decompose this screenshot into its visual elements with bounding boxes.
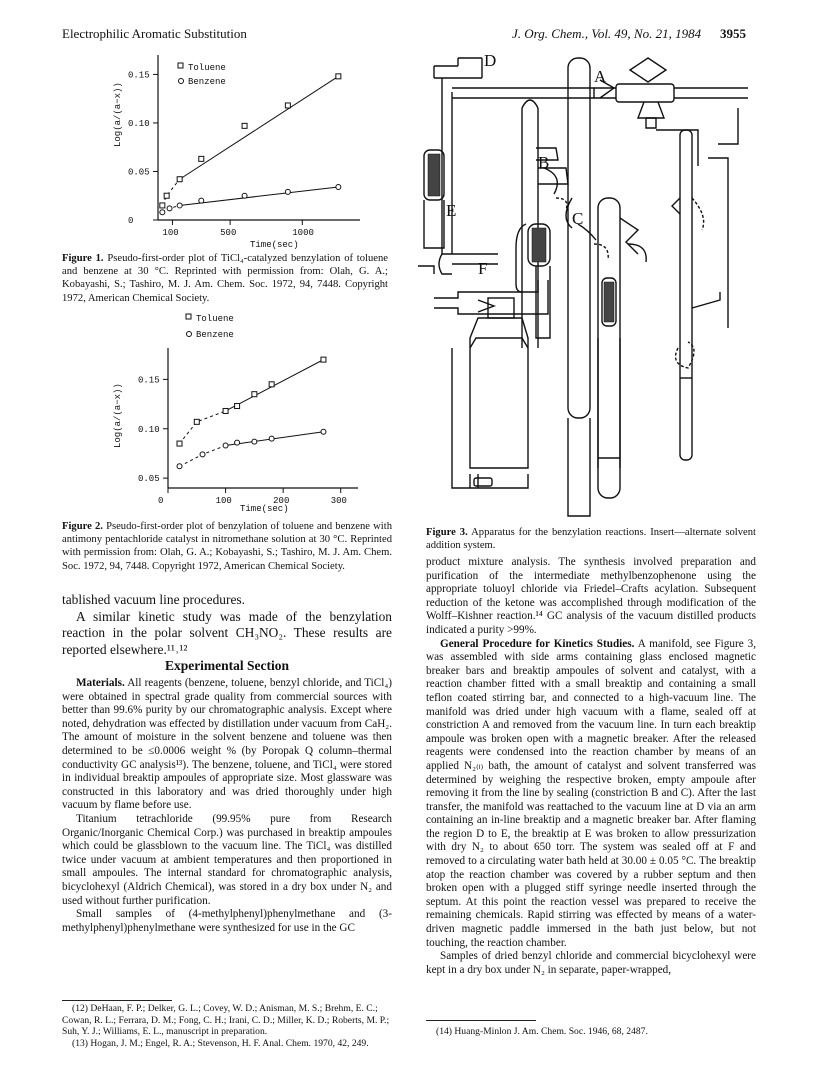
left-experimental (62, 677, 392, 935)
y-tick-label: 0.15 (128, 70, 150, 81)
fig1-legend-square-icon (178, 63, 183, 68)
general-procedure-heading: General Procedure for Kinetics Studies. (440, 637, 635, 650)
x-tick-label: 200 (273, 496, 290, 506)
fig3-bottle-neck (488, 298, 514, 318)
benzene-point (177, 464, 182, 469)
fig2-ylabel: Log(a/(a−x)) (113, 383, 123, 448)
benzene-point (167, 206, 172, 211)
fig3-label-d: D (484, 51, 497, 70)
toluene-point (199, 156, 204, 161)
x-tick-label: 100 (162, 228, 179, 238)
benzene-point (321, 429, 326, 434)
fig3-label-b: B (538, 153, 550, 172)
figure2-chart (100, 310, 400, 515)
figure3-label: Figure 3. (426, 527, 468, 538)
fig2-legend-square-icon (186, 314, 191, 319)
toluene-point (285, 103, 290, 108)
footnote-14: (14) Huang-Minlon J. Am. Chem. Soc. 1946, 68, 2487. (436, 1026, 648, 1037)
toluene-point (321, 357, 326, 362)
figure1-caption-text: Pseudo-first-order plot of TiCl₄-catalyzed benzylation of toluene and benzene at 30 °C. Reprinted with permission from: Olah, G. A.; Kobayashi, S.; Tashiro, M. J. Am. Chem. Soc. 1972, 94, 7448. Copyright 1972, American Chemical Society. (62, 253, 388, 304)
benzene-point (235, 440, 240, 445)
right-column-text (426, 556, 756, 977)
fig3-insert-breaktip (692, 198, 704, 230)
left-intro (62, 592, 392, 658)
x-tick-label: 100 (215, 496, 232, 506)
figure1-label: Figure 1. (62, 253, 104, 264)
toluene-point (269, 382, 274, 387)
benzene-point (336, 185, 341, 190)
benzene-point (160, 210, 165, 215)
general-procedure-body: A manifold, see Figure 3, was assembled with side arms containing glass enclosed magnetic breaker bars and breaktip ampoules of solvent and catalyst, with a reaction chamber fitted with a small breaktip and containing a small teflon coated stirring bar, and connected to a high-vacuum line. The manifold was dried under high vacuum with a flame, sealed off at constriction A and removed from the vacuum line. In turn each breaktip ampoule was broken open with a magnetic breaker. After the released reagents were condensed into the reaction chamber by means of an applied N₂₍ₗ₎ bath, the amount of catalyst and solvent transferred was determined by weighing the respective broken, empty ampoule after removing it from the line by sealing (constriction B and C). After the last transfer, the manifold was reattached to the vacuum line at D via an arm containing an in-line breaktip and a magnetic breaker bar. After flaming the region D to E, the breaktip at E was broken to allow pressurization with dry N₂ to about 650 torr. The system was sealed off at F and removed to a circulating water bath held at 30.00 ± 0.05 °C. The breaktip atop the reaction chamber was covered by a rubber septum and then broken open with a plugged stiff syringe needle inserted through the septum. At this point the reaction vessel was prepared to receive the remaining chemicals. Rapid stirring was effected by means of a water-driven magnetic paddle immersed in the bath just below, but not touching, the reaction chamber. (426, 637, 756, 949)
fig1-legend-circle-icon (179, 79, 184, 84)
fig3-tall-tube (568, 58, 590, 418)
y-tick-label: 0.05 (138, 474, 160, 485)
fig3-top-manifold (452, 88, 594, 98)
benzene-point (223, 443, 228, 448)
fig3-stopcock-key (630, 58, 666, 82)
fig2-legend-toluene: Toluene (196, 314, 234, 324)
fig3-label-c: C (572, 209, 584, 228)
footnote-rule-left (62, 1000, 172, 1001)
toluene-point (164, 193, 169, 198)
benzene-point (269, 436, 274, 441)
fig3-constriction-f (478, 300, 494, 312)
x-tick-label: 0 (158, 496, 164, 506)
y-tick-label: 0 (128, 216, 134, 226)
figure2-label: Figure 2. (62, 521, 103, 532)
fig2-xlabel: Time(sec) (240, 504, 289, 514)
footnote-12: (12) DeHaan, F. P.; Delker, G. L.; Covey, W. D.; Anisman, M. S.; Brehm, E. C.; Cowan, R. L.; Ferrara, D. M.; Fong, C. H.; Irani, C. D.; Miller, K. D.; Roberts, M. P.; Suh, Y. J.; Williams, E. L., manuscript in preparation. (62, 1003, 390, 1038)
fig1-legend-toluene: Toluene (188, 63, 226, 73)
fig3-stopcock-body (616, 84, 674, 102)
series-toluene-line (180, 76, 339, 179)
toluene-point (194, 419, 199, 424)
figure1-caption (62, 252, 388, 305)
footnote-rule-right (426, 1020, 536, 1021)
toluene-point (336, 74, 341, 79)
materials-heading: Materials. (76, 677, 125, 689)
fig2-legend-benzene: Benzene (196, 330, 234, 340)
fig2-legend-circle-icon (187, 332, 192, 337)
figure1-chart (100, 55, 400, 250)
x-tick-label: 1000 (292, 228, 314, 238)
figure3-caption-text: Apparatus for the benzylation reactions. Insert—alternate solvent addition system. (426, 527, 756, 552)
footnote-13: (13) Hogan, J. M.; Engel, R. A.; Stevenson, H. F. Anal. Chem. 1970, 42, 249. (72, 1037, 369, 1049)
y-tick-label: 0.15 (138, 375, 160, 386)
benzene-point (285, 189, 290, 194)
fig3-bottle (470, 318, 528, 468)
figure2-caption-text: Pseudo-first-order plot of benzylation of toluene and benzene with antimony pentachloride catalyst in nitromethane solution at 30 °C. Reprinted with permission from: Olah, G. A.; Kobayashi, S.; Tashiro, M. J. Am. Chem. Soc. 1972, 94, 7448. Copyright 1972, American Chemical Society. (62, 521, 392, 572)
page-number: 3955 (720, 26, 746, 41)
left-footnotes (62, 1003, 392, 1049)
fig3-tube-d-top (458, 58, 482, 66)
materials-body: All reagents (benzene, toluene, benzyl chloride, and TiCl₄) were obtained in spectral grade quality from commercial sources with better than 99.6% purity by our chromatographic analysis. Except where noted, dehydration was effected by distillation under vacuum from CaH₂. The amount of moisture in the solvent benzene and toluene was then determined to be ≤0.0006 weight % (by Poropak Q column–thermal conductivity GC analysis¹³). The benzene, toluene, and TiCl₄ were stored in individual breaktip ampoules of appropriate size. Most glassware was constructed in this laboratory and was dried thoroughly under high vacuum by flame before use. (62, 677, 392, 812)
toluene-point (223, 408, 228, 413)
left-p1: A similar kinetic study was made of the benzylation reaction in the polar solvent CH₃NO₂. These results are reported elsewhere.¹¹˒¹² (62, 608, 392, 657)
benzene-point (177, 203, 182, 208)
x-tick-label: 300 (330, 496, 347, 506)
figure2-caption (62, 520, 392, 573)
toluene-point (242, 123, 247, 128)
section-title: Experimental Section (164, 658, 290, 673)
figure3-apparatus (418, 48, 758, 518)
fig3-label-e: E (446, 201, 457, 220)
left-p3: Titanium tetrachloride (99.95% pure from Research Organic/Inorganic Chemical Corp.) was purchased in breaktip ampoules which could be glassblown to the vacuum line. The TiCl₄ was distilled twice under vacuum at ambient temperatures and then proportioned in small ampoules. The internal standard for chromatographic analysis, bicyclohexyl (Aldrich Chemical), was stored in a dry box under N₂ and used without further purification. (62, 812, 392, 907)
toluene-point (160, 203, 165, 208)
fig1-ylabel: Log(a/(a−x)) (113, 82, 123, 147)
figure3-caption (426, 526, 756, 552)
running-header-left: Electrophilic Aromatic Substitution (62, 26, 247, 41)
fig3-label-a: A (594, 67, 607, 86)
right-footnotes (426, 1026, 756, 1038)
series-toluene-early-curve (162, 179, 179, 205)
y-tick-label: 0.05 (128, 167, 150, 178)
fig1-legend-benzene: Benzene (188, 77, 226, 87)
fig3-stir-bar (474, 478, 492, 486)
benzene-point (200, 452, 205, 457)
right-p1: product mixture analysis. The synthesis involved preparation and purification of the intermediate methylbenzophenone using the appropriate toluoyl chloride via Friedel–Crafts acylation. Subsequent reduction of the ketone was accomplished through modification of the Wolff–Kishner reaction.¹⁴ GC analysis of the vacuum distilled products indicated a purity >99%. (426, 556, 756, 636)
benzene-point (252, 439, 257, 444)
benzene-point (242, 193, 247, 198)
toluene-point (235, 404, 240, 409)
toluene-point (252, 392, 257, 397)
series-benzene-line (180, 187, 339, 205)
left-p0: tablished vacuum line procedures. (62, 592, 245, 607)
left-p4: Small samples of (4-methylphenyl)phenylmethane and (3-methylphenyl)phenylmethane were synthesized for use in the GC (62, 908, 392, 934)
fig3-insert-tube (680, 130, 692, 460)
toluene-point (177, 441, 182, 446)
running-header-journal: J. Org. Chem., Vol. 49, No. 21, 1984 (512, 26, 702, 41)
benzene-point (199, 198, 204, 203)
y-tick-label: 0.10 (138, 424, 160, 435)
toluene-point (177, 177, 182, 182)
x-tick-label: 500 (220, 228, 237, 238)
right-p3: Samples of dried benzyl chloride and commercial bicyclohexyl were kept in a dry box under N₂ in separate, paper-wrapped, (426, 950, 756, 976)
fig3-label-f: F (478, 259, 488, 278)
fig1-xlabel: Time(sec) (250, 240, 299, 250)
series-toluene-early-curve (180, 411, 226, 444)
fig3-reaction-tube (598, 198, 620, 498)
y-tick-label: 0.10 (128, 118, 150, 129)
